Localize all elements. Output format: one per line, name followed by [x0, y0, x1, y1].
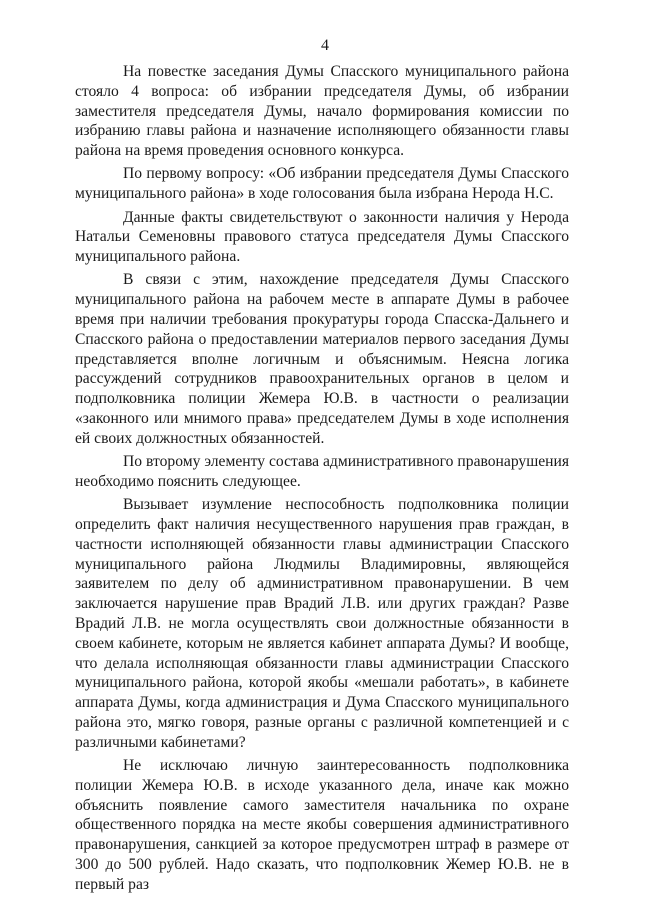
- paragraph-legal-status: Данные факты свидетельствуют о законности наличия у Нерода Натальи Семеновны правового статуса председателя Думы Спасского муниципального района.: [75, 208, 569, 266]
- page-number: 4: [321, 37, 329, 54]
- paragraph-second-element: По второму элементу состава административного правонарушения необходимо пояснить следующее.: [75, 453, 569, 490]
- paragraph-rights-violation: Вызывает изумление неспособность подполковника полиции определить факт наличия несущественного нарушения прав граждан, в частности исполняющей обязанности главы администрации Спасского муниципального района Людмилы Владимировны, являющейся заявителем по делу об административном правонарушении. В чем заключается нарушение прав Врадий Л.В. или других граждан? Разве Врадий Л.В. не могла осуществлять свои должностные обязанности в своем кабинете, которым не является кабинет аппарата Думы? И вообще, что делала исполняющая обязанности главы администрации Спасского муниципального района, которой якобы «мешали работать», в кабинете аппарата Думы, когда администрация и Дума Спасского муниципального района это, мягко говоря, разные органы с различной компетенцией и с различными кабинетами?: [75, 496, 569, 751]
- paragraph-first-question: По первому вопросу: «Об избрании председателя Думы Спасского муниципального района» в ходе голосования была избрана Нерода Н.С.: [75, 165, 569, 203]
- paragraph-personal-interest: Не исключаю личную заинтересованность подполковника полиции Жемера Ю.В. в исходе указанного дела, иначе как можно объяснить появление самого заместителя начальника по охране общественного порядка на месте якобы совершения административного правонарушения, санкцией за которое предусмотрен штраф в размере от 300 до 500 рублей. Надо сказать, что подполковник Жемер Ю.В. не в первый раз: [75, 757, 569, 893]
- paragraph-workplace: В связи с этим, нахождение председателя Думы Спасского муниципального района на рабочем месте в аппарате Думы в рабочее время при наличии требования прокуратуры города Спасска-Дальнего и Спасского района о предоставлении материалов первого заседания Думы представляется вполне логичным и объяснимым. Неясна логика рассуждений сотрудников правоохранительных органов в целом и подполковника полиции Жемера Ю.В. в частности о реализации «законного или мнимого права» председателем Думы в ходе исполнения ей своих должностных обязанностей.: [75, 271, 569, 447]
- document-body: [75, 62, 569, 895]
- paragraph-agenda: На повестке заседания Думы Спасского муниципального района стояло 4 вопроса: об избрании председателя Думы, об избрании заместителя председателя Думы, начало формирования комиссии по избранию главы района и назначение исполняющего обязанности главы района на время проведения основного конкурса.: [75, 63, 569, 160]
